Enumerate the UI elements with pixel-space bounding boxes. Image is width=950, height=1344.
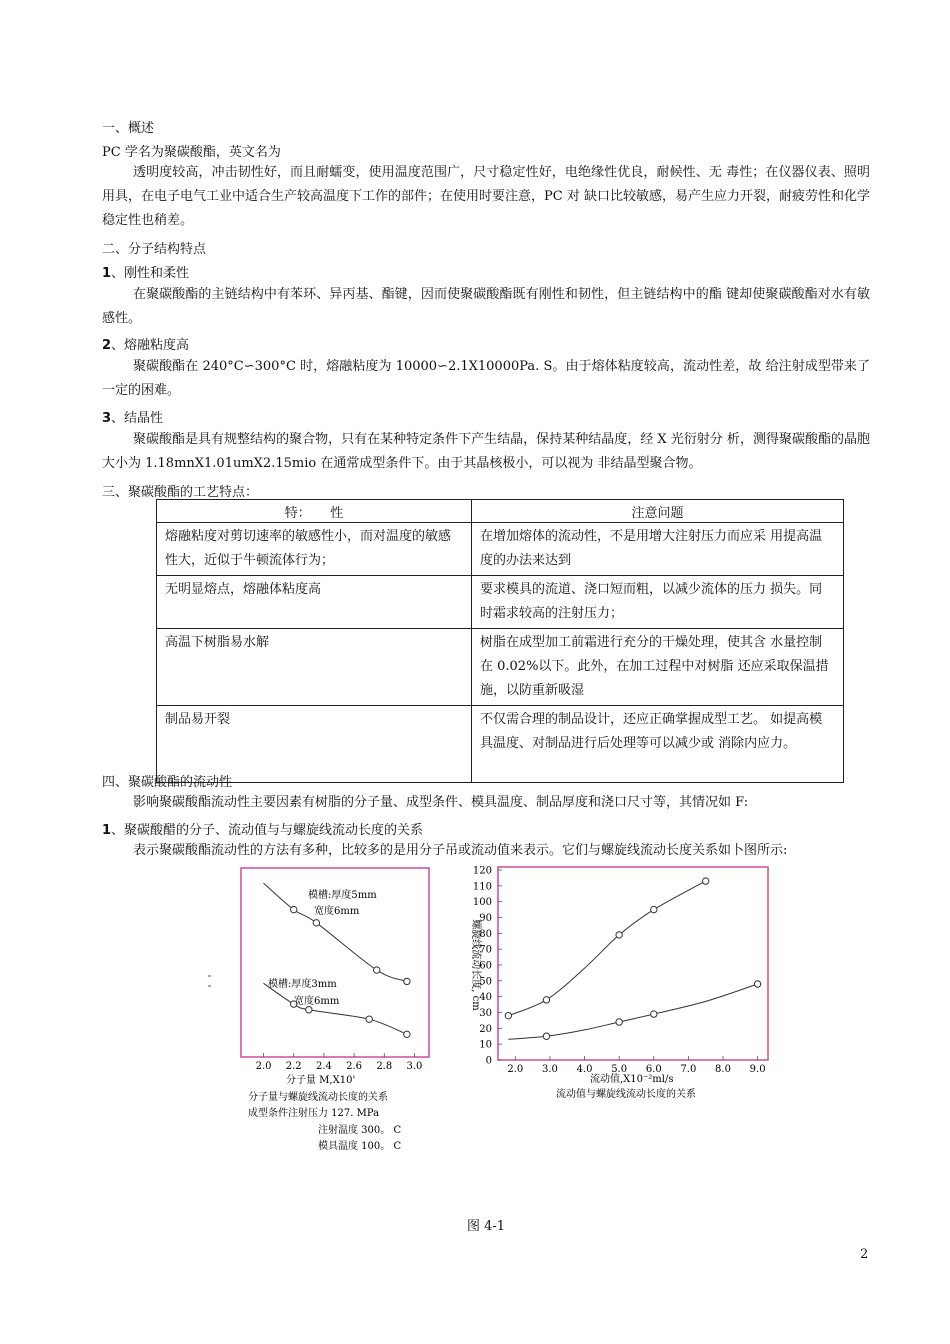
- data-point: [616, 1019, 622, 1025]
- table-cell: 熔融粘度对剪切速率的敏感性小，而对温度的敏感 性大，近似于牛顿流体行为；: [157, 523, 472, 576]
- x-axis-ticks: [256, 1053, 423, 1072]
- table-cell: 制品易开裂: [157, 706, 472, 783]
- data-point: [754, 981, 760, 987]
- subsection-number: 3: [102, 411, 112, 426]
- data-point: [374, 967, 380, 973]
- data-point: [651, 906, 657, 912]
- section-4-title: 四、聚碳酸酯的流动性: [102, 775, 233, 790]
- x-tick-label: 2.0: [507, 1064, 524, 1075]
- table-header-characteristic: 特： 性: [157, 500, 472, 523]
- y-tick-label: 90: [479, 913, 492, 924]
- series-label-lower-2: 宽度6mm: [294, 996, 340, 1007]
- x-axis-label: 流动值,X10⁻²ml/s: [590, 1074, 674, 1085]
- subsection-2-2-heading: [102, 334, 189, 353]
- series-line: [264, 983, 407, 1034]
- y-tick-label: 40: [479, 992, 492, 1004]
- data-series: [505, 878, 761, 1040]
- series-label-upper-2: 宽度6mm: [314, 906, 360, 917]
- data-point: [543, 1033, 549, 1039]
- data-point: [616, 932, 622, 938]
- condition-injection-temp: 注射温度 300。 C: [318, 1125, 402, 1136]
- subsection-title: 、刚性和柔性: [111, 266, 190, 281]
- x-axis-label: 分子量 M,X10': [286, 1075, 356, 1086]
- chart-title: 分子量与螺旋线流动长度的关系: [248, 1092, 388, 1103]
- molecular-weight-chart: [206, 862, 442, 1162]
- table-cell: 无明显熔点，熔融体粘度高: [157, 576, 472, 629]
- condition-pressure: 成型条件注射压力 127. MPa: [248, 1108, 380, 1119]
- y-tick-label: 50: [479, 976, 492, 988]
- y-axis-label: 螺旋线流动长度, cm: [470, 919, 481, 1011]
- table-cell: 不仅需合理的制品设计，还应正确掌握成型工艺。 如提高模具温度、对制品进行后处理等可以减少或 消除内应力。: [472, 706, 844, 783]
- section-4-paragraph: 影响聚碳酸酯流动性主要因素有树脂的分子量、成型条件、模具温度、制品厚度和浇口尺寸等，其情况如 F:: [133, 795, 749, 810]
- y-tick-label: 20: [479, 1023, 492, 1035]
- data-point: [313, 920, 319, 926]
- subsection-number: 2: [102, 338, 112, 353]
- section-2-title: 二、分子结构特点: [102, 242, 207, 257]
- plot-frame: [498, 867, 768, 1060]
- series-line: [508, 881, 705, 1016]
- y-tick-label: 100: [472, 897, 492, 909]
- table-row: [157, 629, 844, 706]
- section-1-intro: PC 学名为聚碳酸酯，英文名为: [102, 145, 281, 160]
- figure-label: 图 4-1: [467, 1219, 506, 1234]
- condition-mold-temp: 模具温度 100。 C: [318, 1141, 402, 1152]
- x-tick-label: 5.0: [611, 1064, 628, 1075]
- subsection-number: 1: [102, 266, 112, 281]
- x-tick-label: 7.0: [680, 1064, 697, 1075]
- subsection-4-1-heading: [102, 819, 423, 838]
- x-tick-label: 6.0: [645, 1064, 662, 1075]
- subsection-2-1-paragraph: 在聚碳酸酯的主链结构中有苯环、异丙基、酯键，因而使聚碳酸酯既有刚性和韧性，但主链结构中的酯 键却使聚碳酸酯对水有敏感性。: [102, 287, 870, 326]
- data-point: [306, 1007, 312, 1013]
- data-point: [702, 878, 708, 884]
- x-tick-label: 2.8: [376, 1061, 393, 1072]
- x-tick-label: 4.0: [576, 1064, 593, 1075]
- series-label-upper-1: 模槽:厚度5mm: [308, 890, 377, 901]
- subsection-2-3-paragraph: 聚碳酸酯是具有规整结构的聚合物，只有在某种特定条件下产生结晶，保持某种结晶度，经 X 光衍射分 析，测得聚碳酸酯的晶胞大小为 1.18mnX1.01umX2.15mio 在通常成型条件下。由于其晶核极小，可以视为 非结晶型聚合物。: [102, 432, 870, 471]
- table-cell: 要求模具的流道、浇口短而粗，以减少流体的压力 损失。同时霜求较高的注射压力；: [472, 576, 844, 629]
- x-tick-label: 2.6: [346, 1061, 363, 1072]
- subsection-2-2-paragraph: 聚碳酸酯在 240°C∽300°C 时，熔融粘度为 10000∽2.1X10000Pa. S。由于熔体粘度较高，流动性差，故 给注射成型带来了一定的困难。: [102, 359, 870, 398]
- table-cell: 树脂在成型加工前霜进行充分的干燥处理，使其含 水量控制在 0.02%以下。此外，在加工过程中对树脂 还应采取保温措施，以防重新吸湿: [472, 629, 844, 706]
- subsection-title: 、熔融粘度高: [111, 338, 190, 353]
- data-point: [404, 978, 410, 984]
- page-number: 2: [860, 1247, 869, 1262]
- table-row: [157, 706, 844, 783]
- y-tick-label: 110: [472, 881, 492, 893]
- y-tick-label: 120: [472, 865, 492, 877]
- data-point: [505, 1012, 511, 1018]
- subsection-number: 1: [102, 823, 112, 838]
- section-1-title: 一、概述: [102, 121, 155, 136]
- section-1-paragraph: 透明度较高，冲击韧性好，而且耐蠕变，使用温度范围广，尺寸稳定性好，电绝缘性优良，耐候性、无 毒性；在仪器仪表、照明用具，在电子电气工业中适合生产较高温度下工作的部件；在使用时要注意，PC 对 缺口比较敏感，易产生应力开裂，耐疲劳性和化学稳定性也稍差。: [102, 165, 870, 228]
- x-tick-label: 2.4: [315, 1061, 332, 1072]
- data-point: [291, 906, 297, 912]
- data-point: [366, 1016, 372, 1022]
- x-tick-label: 8.0: [715, 1064, 731, 1075]
- chart-title: 流动值与螺旋线流动长度的关系: [556, 1089, 696, 1100]
- table-cell: 在增加熔体的流动性，不是用增大注射压力而应采 用提高温度的办法来达到: [472, 523, 844, 576]
- series-line: [508, 984, 757, 1039]
- table-header-row: [157, 500, 844, 523]
- subsection-2-3-heading: [102, 407, 163, 426]
- y-tick-label: 10: [479, 1039, 492, 1051]
- x-tick-label: 2.0: [255, 1061, 272, 1072]
- data-point: [543, 997, 549, 1003]
- section-3-title: 三、聚碳酸酯的工艺特点：: [102, 485, 259, 500]
- x-tick-label: 2.2: [285, 1061, 302, 1072]
- subsection-title: 、聚碳酸醋的分子、流动值与与螺旋线流动长度的关系: [111, 823, 424, 838]
- table-row: [157, 576, 844, 629]
- x-axis-ticks: [507, 1056, 765, 1075]
- y-tick-label: 60: [479, 960, 492, 972]
- flow-value-chart: [460, 855, 780, 1110]
- subsection-title: 、结晶性: [111, 411, 164, 426]
- y-tick-label: 0: [485, 1055, 492, 1067]
- table-header-notes: 注意问题: [472, 500, 844, 523]
- y-tick-label: 80: [479, 928, 492, 940]
- data-point: [404, 1031, 410, 1037]
- table-row: [157, 523, 844, 576]
- subsection-4-1-paragraph: 表示聚碳酸酯流动性的方法有多种，比较多的是用分子吊或流动值来表示。它们与螺旋线流动长度关系如卜图所示:: [133, 843, 788, 858]
- x-tick-label: 9.0: [749, 1064, 766, 1075]
- y-tick-label: 30: [479, 1008, 492, 1019]
- data-point: [651, 1011, 657, 1017]
- process-characteristics-table: [156, 499, 844, 783]
- y-tick-label: 70: [479, 944, 492, 956]
- series-label-lower-1: 模槽:厚度3mm: [268, 979, 337, 990]
- subsection-2-1-heading: [102, 262, 189, 281]
- x-tick-label: 3.0: [541, 1064, 558, 1075]
- table-cell: 高温下树脂易水解: [157, 629, 472, 706]
- x-tick-label: 3.0: [406, 1061, 423, 1072]
